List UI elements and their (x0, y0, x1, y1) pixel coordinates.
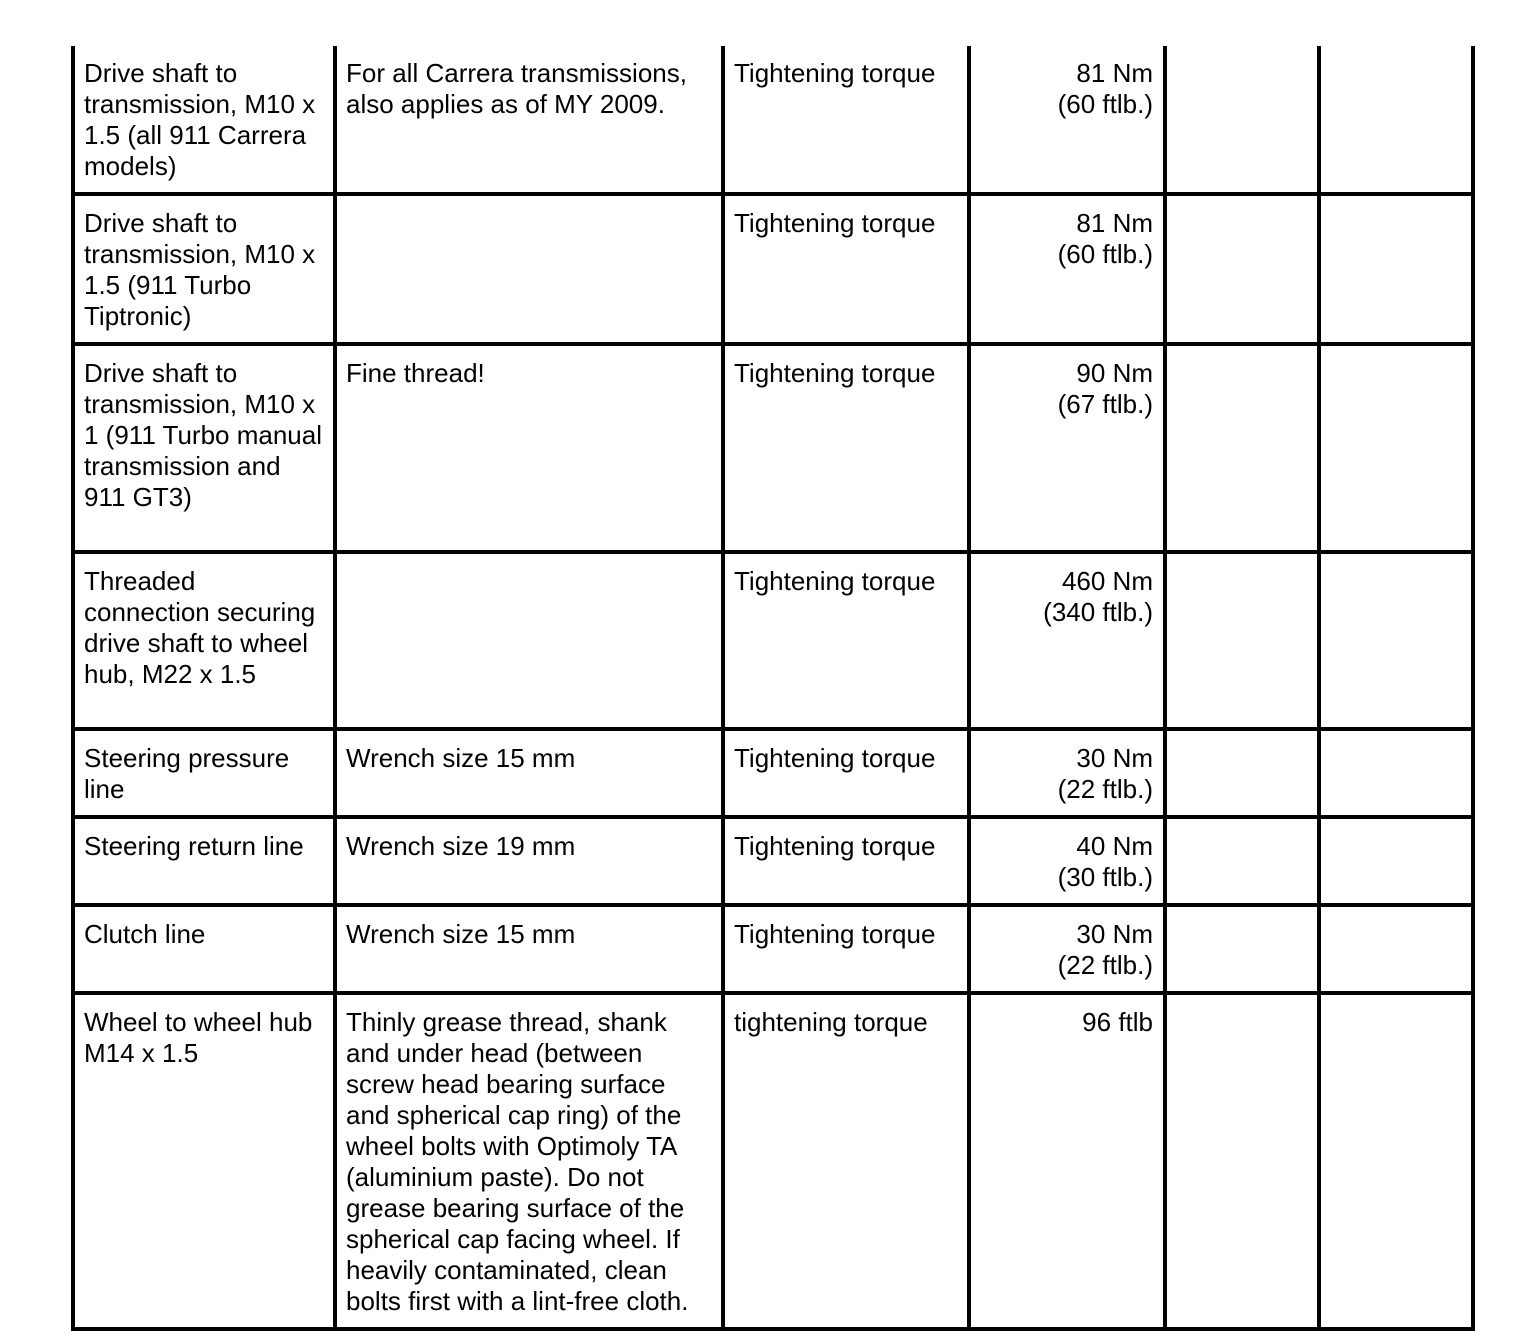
table-row (73, 905, 1473, 993)
note-cell: Wrench size 15 mm (335, 729, 723, 817)
type-cell: Tightening torque (723, 905, 969, 993)
item-cell: Wheel to wheel hub M14 x 1.5 (73, 993, 335, 1329)
value-cell (969, 729, 1165, 817)
value-cell (969, 552, 1165, 729)
extra-cell-2 (1319, 46, 1473, 194)
type-cell: Tightening torque (723, 552, 969, 729)
value-imperial: (22 ftlb.) (1057, 950, 1153, 980)
extra-cell-2 (1319, 344, 1473, 552)
extra-cell-2 (1319, 905, 1473, 993)
value-metric: 460 Nm (1061, 566, 1153, 596)
value-cell (969, 46, 1165, 194)
extra-cell-1 (1165, 729, 1319, 817)
table-row (73, 194, 1473, 344)
value-cell (969, 817, 1165, 905)
item-cell: Steering return line (73, 817, 335, 905)
value-imperial: (30 ftlb.) (1057, 862, 1153, 892)
extra-cell-2 (1319, 993, 1473, 1329)
table-row (73, 993, 1473, 1329)
value-imperial: (340 ftlb.) (1043, 597, 1153, 627)
type-cell: Tightening torque (723, 344, 969, 552)
extra-cell-2 (1319, 729, 1473, 817)
value-cell (969, 344, 1165, 552)
extra-cell-1 (1165, 905, 1319, 993)
extra-cell-1 (1165, 993, 1319, 1329)
value-imperial: (67 ftlb.) (1057, 389, 1153, 419)
note-cell: Wrench size 19 mm (335, 817, 723, 905)
value-metric: 96 ftlb (1082, 1007, 1153, 1037)
note-cell: Fine thread! (335, 344, 723, 552)
note-cell (335, 552, 723, 729)
table-row (73, 344, 1473, 552)
type-cell: Tightening torque (723, 817, 969, 905)
item-cell: Drive shaft to transmission, M10 x 1.5 (911 Turbo Tiptronic) (73, 194, 335, 344)
extra-cell-1 (1165, 552, 1319, 729)
torque-spec-table (71, 46, 1475, 1331)
value-metric: 81 Nm (1076, 208, 1153, 238)
table-row (73, 729, 1473, 817)
extra-cell-1 (1165, 817, 1319, 905)
item-cell: Threaded connection securing drive shaft to wheel hub, M22 x 1.5 (73, 552, 335, 729)
value-cell (969, 194, 1165, 344)
note-cell: Wrench size 15 mm (335, 905, 723, 993)
item-cell: Drive shaft to transmission, M10 x 1 (911 Turbo manual transmission and 911 GT3) (73, 344, 335, 552)
note-cell: For all Carrera transmissions, also applies as of MY 2009. (335, 46, 723, 194)
value-metric: 40 Nm (1076, 831, 1153, 861)
value-imperial: (60 ftlb.) (1057, 89, 1153, 119)
type-cell: tightening torque (723, 993, 969, 1329)
item-cell: Steering pressure line (73, 729, 335, 817)
extra-cell-1 (1165, 194, 1319, 344)
item-cell: Drive shaft to transmission, M10 x 1.5 (all 911 Carrera models) (73, 46, 335, 194)
value-metric: 90 Nm (1076, 358, 1153, 388)
type-cell: Tightening torque (723, 194, 969, 344)
value-metric: 81 Nm (1076, 58, 1153, 88)
note-cell (335, 194, 723, 344)
extra-cell-2 (1319, 552, 1473, 729)
extra-cell-2 (1319, 194, 1473, 344)
value-metric: 30 Nm (1076, 743, 1153, 773)
type-cell: Tightening torque (723, 46, 969, 194)
extra-cell-1 (1165, 344, 1319, 552)
item-cell: Clutch line (73, 905, 335, 993)
table-row (73, 46, 1473, 194)
type-cell: Tightening torque (723, 729, 969, 817)
table-row (73, 817, 1473, 905)
value-metric: 30 Nm (1076, 919, 1153, 949)
value-cell (969, 993, 1165, 1329)
extra-cell-1 (1165, 46, 1319, 194)
value-imperial: (22 ftlb.) (1057, 774, 1153, 804)
value-cell (969, 905, 1165, 993)
extra-cell-2 (1319, 817, 1473, 905)
note-cell: Thinly grease thread, shank and under head (between screw head bearing surface and spherical cap ring) of the wheel bolts with Optimoly TA (aluminium paste). Do not grease bearing surface of the spherical cap facing wheel. If heavily contaminated, clean bolts first with a lint-free cloth. (335, 993, 723, 1329)
table-row (73, 552, 1473, 729)
value-imperial: (60 ftlb.) (1057, 239, 1153, 269)
